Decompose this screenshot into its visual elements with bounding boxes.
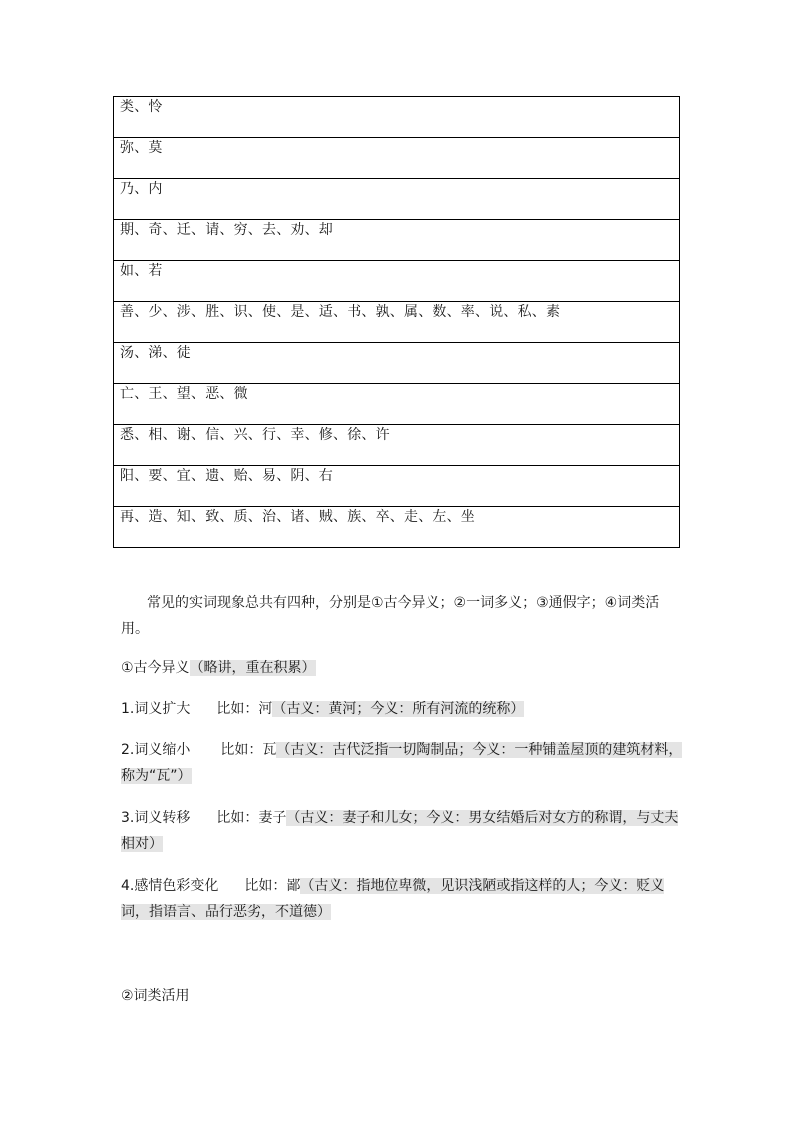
item-meaning-expansion [121,696,691,722]
table-cell: 阳、要、宜、遗、贻、易、阴、右 [114,466,680,507]
table-row [114,384,680,425]
table-cell: 亡、王、望、恶、微 [114,384,680,425]
item-example: 比如：瓦 [220,742,277,758]
table-row [114,220,680,261]
table-cell: 弥、莫 [114,138,680,179]
item-connotation-change [121,873,691,925]
item-label: 4.感情色彩变化 [121,878,219,894]
section-note: （略讲，重在积累） [189,660,316,676]
table-row [114,466,680,507]
item-label: 3.词义转移 [121,810,191,826]
section-title: ①古今异义 [121,660,190,676]
polysemous-words-table [113,96,680,548]
item-meaning-shift [121,805,691,857]
table-row [114,343,680,384]
item-explanation: （古义：妻子和儿女；今义：男女结婚后对女方的称谓，与丈夫相对） [121,810,679,852]
intro-paragraph: 常见的实词现象总共有四种，分别是①古今异义；②一词多义；③通假字；④词类活用。 [121,595,660,637]
table-cell: 善、少、涉、胜、识、使、是、适、书、孰、属、数、率、说、私、素 [114,302,680,343]
item-example: 比如：妻子 [216,810,287,826]
table-cell: 类、怜 [114,97,680,138]
section-heading-word-class: ②词类活用 [121,988,190,1004]
table-row [114,97,680,138]
table-cell: 如、若 [114,261,680,302]
item-example: 比如：鄙 [244,878,301,894]
item-meaning-narrowing [121,737,691,789]
table-cell: 乃、内 [114,179,680,220]
table-cell: 汤、涕、徒 [114,343,680,384]
table-row [114,261,680,302]
section-heading-ancient-modern [121,655,691,681]
item-explanation: （古义：指地位卑微，见识浅陋或指这样的人；今义：贬义词，指语言、品行恶劣，不道德） [121,878,665,920]
table-row [114,302,680,343]
table-row [114,138,680,179]
item-example: 比如：河 [216,701,273,717]
table-cell: 期、奇、迁、请、穷、去、劝、却 [114,220,680,261]
table-cell: 悉、相、谢、信、兴、行、幸、修、徐、许 [114,425,680,466]
table-row [114,425,680,466]
item-explanation: （古义：黄河；今义：所有河流的统称） [272,701,525,717]
item-explanation: （古义：古代泛指一切陶制品；今义：一种铺盖屋顶的建筑材料，称为“瓦”） [121,742,683,784]
table-cell: 再、造、知、致、质、治、诸、贼、族、卒、走、左、坐 [114,507,680,548]
table-row [114,507,680,548]
table-row [114,179,680,220]
item-label: 1.词义扩大 [121,701,191,717]
item-label: 2.词义缩小 [121,742,191,758]
